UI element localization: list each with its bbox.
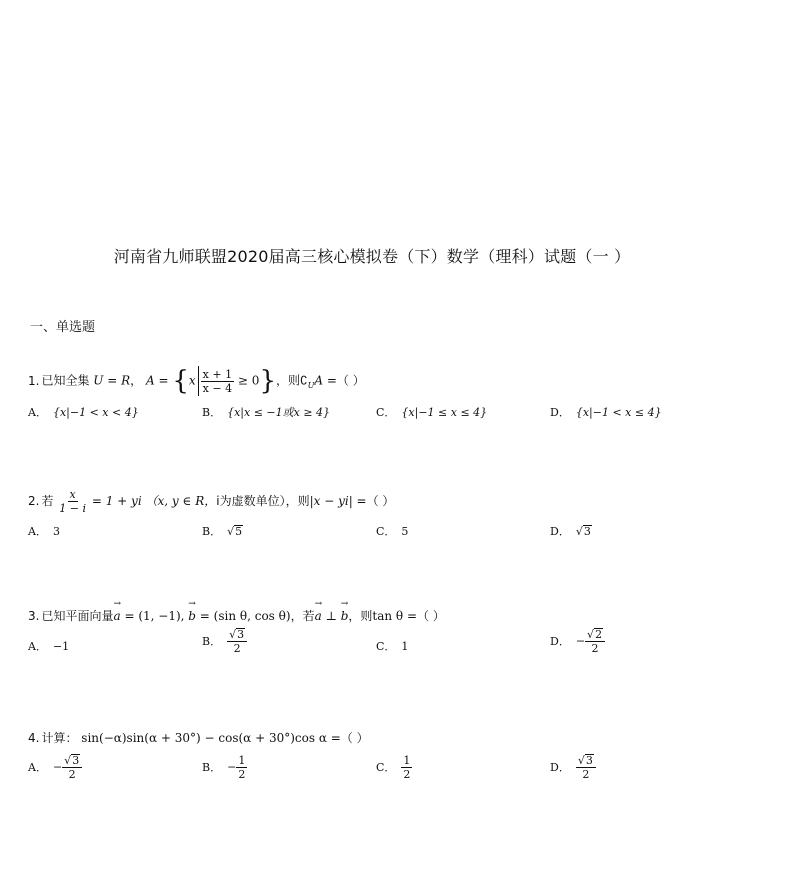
option-value: −1 <box>52 640 70 653</box>
question-4-stem <box>28 729 369 746</box>
q3-option-b[interactable] <box>202 628 247 655</box>
q2-option-c[interactable] <box>376 523 408 539</box>
option-label: C． <box>376 525 396 538</box>
option-fraction <box>62 754 82 781</box>
denominator: 2 <box>238 768 246 781</box>
q3-text-b: ，若 <box>290 609 315 623</box>
option-value: {x|−1 ≤ x ≤ 4} <box>401 406 488 419</box>
option-value: {x|x ≤ −1或x ≥ 4} <box>227 406 331 419</box>
q2-rhs: = 1 + yi <box>91 494 142 508</box>
sqrt-symbol: √ <box>577 754 585 767</box>
option-label: B． <box>202 406 222 419</box>
set-bar <box>198 366 199 396</box>
option-value: 1 <box>401 640 409 653</box>
option-label: C． <box>376 760 396 774</box>
q4-answer-blank: =（ ） <box>326 731 369 745</box>
denominator: 2 <box>68 768 76 781</box>
numerator: x + 1 <box>202 367 233 381</box>
question-number: 3. <box>28 609 40 623</box>
option-label: B． <box>202 760 222 774</box>
denominator: 2 <box>582 768 590 781</box>
option-fraction <box>401 754 412 781</box>
option-label: D． <box>550 760 570 774</box>
option-label: A． <box>28 406 47 419</box>
complement-subscript: U <box>307 380 315 390</box>
q1-option-d[interactable] <box>550 404 662 420</box>
q3-answer-blank: =（ ） <box>403 609 445 623</box>
option-value: 5 <box>235 525 243 538</box>
option-label: A． <box>28 525 47 538</box>
vector-a-value: = (1, −1), <box>124 609 185 623</box>
q4-option-a[interactable] <box>28 754 82 781</box>
q3-option-c[interactable] <box>376 638 408 654</box>
complement-symbol: ∁ <box>300 373 308 388</box>
q2-modulus: |x − yi| <box>309 494 353 508</box>
option-label: D． <box>550 634 570 648</box>
question-2-stem <box>28 488 394 515</box>
numerator: 3 <box>585 754 593 767</box>
q4-option-b[interactable] <box>202 754 247 781</box>
sqrt-symbol: √ <box>575 525 583 538</box>
q1-option-c[interactable] <box>376 404 487 420</box>
q3-option-a[interactable] <box>28 638 69 654</box>
option-label: D． <box>550 525 570 538</box>
vector-b-ref: → b <box>341 609 349 623</box>
denominator: 1 − i <box>59 502 87 515</box>
sqrt-symbol: √ <box>227 525 235 538</box>
q4-expression: sin(−α)sin(α + 30°) − cos(α + 30°)cos α <box>81 731 327 745</box>
numerator: 3 <box>237 628 245 641</box>
q4-option-c[interactable] <box>376 754 412 781</box>
option-value: 3 <box>52 525 60 538</box>
numerator: 1 <box>403 754 411 767</box>
option-label: D． <box>550 406 570 419</box>
q2-fraction <box>57 488 88 515</box>
q1-universal-set: U = R <box>93 373 131 388</box>
option-label: A． <box>28 640 47 653</box>
numerator: x <box>69 488 76 501</box>
q2-answer-blank: =（ ） <box>352 494 395 508</box>
q3-text-a: 已知平面向量 <box>41 609 114 623</box>
option-label: C． <box>376 406 396 419</box>
q1-fraction <box>201 368 234 395</box>
numerator: 2 <box>595 628 603 641</box>
option-label: B． <box>202 634 222 648</box>
sqrt-symbol: √ <box>229 628 237 641</box>
q2-condition: （x, y ∈ R， <box>145 494 217 508</box>
q2-option-d[interactable] <box>550 523 592 539</box>
sqrt-symbol: √ <box>64 754 72 767</box>
minus-sign: − <box>575 634 586 648</box>
option-fraction <box>236 754 247 781</box>
q1-option-b[interactable] <box>202 404 330 420</box>
option-fraction <box>227 628 247 655</box>
vector-b: → b <box>188 609 196 623</box>
right-brace: } <box>259 366 276 396</box>
q3-text-c: ，则 <box>348 609 373 623</box>
option-label: B． <box>202 525 222 538</box>
perpendicular-symbol: ⊥ <box>325 609 337 623</box>
tan-expression: tan θ <box>372 609 404 623</box>
option-label: A． <box>28 760 47 774</box>
complement-set: A <box>314 373 324 388</box>
denominator: 2 <box>591 642 599 655</box>
option-label: C． <box>376 640 396 653</box>
section-heading-single-choice: 一、单选题 <box>30 320 96 335</box>
q1-text-b: ，则 <box>275 373 300 388</box>
q2-option-b[interactable] <box>202 523 243 539</box>
denominator: 2 <box>233 642 241 655</box>
q1-set-a-lhs: A = <box>145 373 169 388</box>
minus-sign: − <box>52 760 63 774</box>
q1-option-a[interactable] <box>28 404 139 420</box>
question-number: 2. <box>28 494 40 508</box>
minus-sign: − <box>227 760 237 774</box>
q3-option-d[interactable] <box>550 628 605 655</box>
option-value: {x|−1 < x < 4} <box>52 406 139 419</box>
q1-text-a: 已知全集 <box>41 373 90 388</box>
denominator: 2 <box>403 768 411 781</box>
denominator: x − 4 <box>202 381 233 395</box>
question-number: 1. <box>28 373 40 388</box>
vector-b-value: = (sin θ, cos θ) <box>199 609 291 623</box>
numerator: 1 <box>238 754 246 767</box>
q4-option-d[interactable] <box>550 754 596 781</box>
question-1-stem: 1. 已知全集 U = R， A = {x $\frac{x + 1}{x - 4}$ ≥ 0}，则$∁_UA$ =（ ） <box>28 366 365 396</box>
left-brace: { <box>172 366 189 396</box>
vector-a-ref: → a <box>315 609 322 623</box>
q2-text-a: 若 <box>41 494 54 508</box>
option-value: 5 <box>401 525 409 538</box>
numerator: 3 <box>72 754 80 767</box>
option-fraction <box>585 628 605 655</box>
q1-inequality: ≥ 0 <box>237 373 260 388</box>
q2-condition-b: i为虚数单位），则 <box>216 494 310 508</box>
option-fraction <box>576 754 596 781</box>
option-value: 3 <box>583 525 591 538</box>
question-3-stem <box>28 607 445 624</box>
option-value: {x|−1 < x ≤ 4} <box>575 406 662 419</box>
q1-set-variable: x <box>188 373 196 388</box>
document-title: 河南省九师联盟2020届高三核心模拟卷（下）数学（理科）试题（一 ） <box>113 247 631 266</box>
sqrt-symbol: √ <box>587 628 595 641</box>
q2-option-a[interactable] <box>28 523 60 539</box>
vector-a: → a <box>113 609 120 623</box>
q4-text-a: 计算： <box>41 731 78 745</box>
question-number: 4. <box>28 731 40 745</box>
q1-answer-blank: =（ ） <box>323 373 365 388</box>
